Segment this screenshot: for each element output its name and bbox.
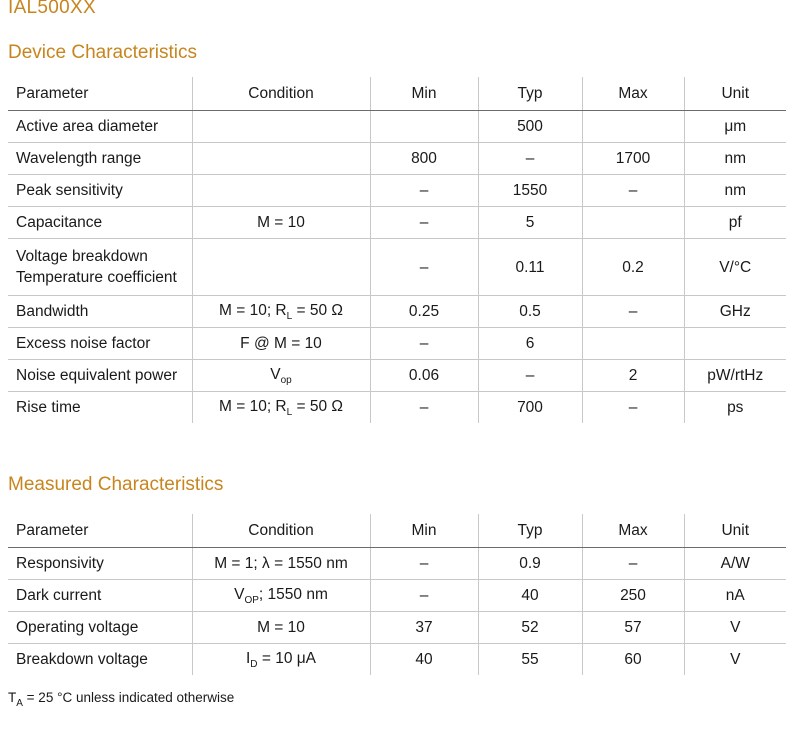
condition-text: M = 10; R <box>219 397 287 415</box>
cell-condition: F @ M = 10 <box>192 328 370 360</box>
cell-max: 0.2 <box>582 239 684 296</box>
cell-unit: pf <box>684 207 786 239</box>
cell-unit <box>684 328 786 360</box>
footnote-text: T <box>8 690 17 705</box>
table-row <box>8 175 786 207</box>
cell-unit: μm <box>684 111 786 143</box>
table-row <box>8 328 786 360</box>
cell-unit: ps <box>684 392 786 424</box>
footnote <box>8 690 234 709</box>
header-unit: Unit <box>684 77 786 111</box>
cell-typ: 0.5 <box>478 296 582 328</box>
cell-typ: 0.9 <box>478 548 582 580</box>
table-row <box>8 111 786 143</box>
cell-unit: nm <box>684 143 786 175</box>
cell-condition: M = 10 <box>192 612 370 644</box>
table-row <box>8 612 786 644</box>
cell-max: 60 <box>582 644 684 676</box>
cell-typ: 52 <box>478 612 582 644</box>
cell-typ: 1550 <box>478 175 582 207</box>
cell-min: 0.06 <box>370 360 478 392</box>
header-condition: Condition <box>192 514 370 548</box>
cell-typ: – <box>478 360 582 392</box>
cell-min: 37 <box>370 612 478 644</box>
cell-min: – <box>370 580 478 612</box>
header-max: Max <box>582 514 684 548</box>
cell-condition <box>192 360 370 392</box>
cell-min: – <box>370 392 478 424</box>
cell-max: – <box>582 392 684 424</box>
condition-subscript: L <box>286 406 293 418</box>
header-typ: Typ <box>478 77 582 111</box>
condition-text: = 10 μA <box>257 649 317 667</box>
cell-unit: nm <box>684 175 786 207</box>
cell-condition <box>192 111 370 143</box>
cell-unit: A/W <box>684 548 786 580</box>
cell-max: – <box>582 296 684 328</box>
condition-text: = 50 Ω <box>292 397 343 415</box>
cell-min: 800 <box>370 143 478 175</box>
cell-max: 57 <box>582 612 684 644</box>
cell-max: 2 <box>582 360 684 392</box>
cell-min: – <box>370 175 478 207</box>
cell-condition <box>192 392 370 424</box>
cell-typ: 500 <box>478 111 582 143</box>
cell-typ: 700 <box>478 392 582 424</box>
cell-parameter: Bandwidth <box>8 296 192 328</box>
cell-parameter: Responsivity <box>8 548 192 580</box>
cell-max <box>582 207 684 239</box>
cell-typ: – <box>478 143 582 175</box>
condition-subscript: L <box>286 310 293 322</box>
cell-condition <box>192 644 370 676</box>
cell-parameter: Breakdown voltage <box>16 650 148 668</box>
header-parameter: Parameter <box>8 514 192 548</box>
cell-typ: 5 <box>478 207 582 239</box>
condition-subscript: op <box>280 374 292 386</box>
cell-min: – <box>370 207 478 239</box>
cell-condition <box>192 296 370 328</box>
header-row <box>8 514 786 548</box>
cell-condition <box>192 239 370 296</box>
cell-max: – <box>582 175 684 207</box>
table-row <box>8 392 786 424</box>
cell-condition <box>192 175 370 207</box>
condition-subscript: OP <box>244 594 259 606</box>
cell-typ: 55 <box>478 644 582 676</box>
param-line-2: Temperature coefficient <box>16 269 177 286</box>
cell-min: 40 <box>370 644 478 676</box>
footnote-text: = 25 °C unless indicated otherwise <box>22 690 235 705</box>
condition-subscript: D <box>250 658 258 670</box>
cell-parameter: Peak sensitivity <box>8 175 192 207</box>
cell-max <box>582 328 684 360</box>
condition-text: ; 1550 nm <box>258 585 328 603</box>
cell-min: 0.25 <box>370 296 478 328</box>
device-characteristics-table <box>8 77 786 423</box>
header-condition: Condition <box>192 77 370 111</box>
cell-min: – <box>370 239 478 296</box>
header-row <box>8 77 786 111</box>
table-row <box>8 548 786 580</box>
table-row <box>8 143 786 175</box>
device-characteristics-title: Device Characteristics <box>8 42 197 63</box>
cell-parameter: Noise equivalent power <box>8 360 192 392</box>
table-row <box>8 580 786 612</box>
cell-min <box>370 111 478 143</box>
header-typ: Typ <box>478 514 582 548</box>
cell-parameter: Active area diameter <box>8 111 192 143</box>
condition-text: V <box>234 585 245 603</box>
cell-parameter: Dark current <box>8 580 192 612</box>
condition-text: M = 10; R <box>219 301 287 319</box>
cell-parameter: Rise time <box>16 398 81 416</box>
table-row <box>8 644 786 676</box>
cell-condition: M = 10 <box>192 207 370 239</box>
cell-unit: pW/rtHz <box>684 360 786 392</box>
table-row <box>8 360 786 392</box>
cell-condition <box>192 143 370 175</box>
header-min: Min <box>370 77 478 111</box>
cell-min: – <box>370 548 478 580</box>
cell-parameter: Operating voltage <box>8 612 192 644</box>
condition-text: V <box>270 365 281 383</box>
header-parameter: Parameter <box>8 77 192 111</box>
measured-characteristics-title: Measured Characteristics <box>8 474 224 495</box>
cell-parameter <box>8 239 192 296</box>
header-unit: Unit <box>684 514 786 548</box>
cell-unit: nA <box>684 580 786 612</box>
cell-parameter: Wavelength range <box>8 143 192 175</box>
cell-min: – <box>370 328 478 360</box>
table-row <box>8 296 786 328</box>
table-row <box>8 239 786 296</box>
header-min: Min <box>370 514 478 548</box>
header-max: Max <box>582 77 684 111</box>
measured-characteristics-table <box>8 514 786 675</box>
table-row <box>8 207 786 239</box>
cell-unit: V <box>684 644 786 676</box>
cell-condition <box>192 580 370 612</box>
condition-text: I <box>245 649 251 667</box>
cell-typ: 40 <box>478 580 582 612</box>
cell-parameter: Excess noise factor <box>8 328 192 360</box>
footnote-subscript: A <box>16 698 23 709</box>
cell-max: 250 <box>582 580 684 612</box>
cell-max: 1700 <box>582 143 684 175</box>
cell-parameter: Capacitance <box>8 207 192 239</box>
cell-max: – <box>582 548 684 580</box>
cell-typ: 6 <box>478 328 582 360</box>
condition-text: = 50 Ω <box>292 301 343 319</box>
cell-max <box>582 111 684 143</box>
cell-unit: V <box>684 612 786 644</box>
param-line-1: Voltage breakdown <box>16 248 148 265</box>
document-title: IAL500XX <box>8 0 96 18</box>
cell-condition: M = 1; λ = 1550 nm <box>192 548 370 580</box>
cell-unit: GHz <box>684 296 786 328</box>
cell-unit: V/°C <box>684 239 786 296</box>
cell-typ: 0.11 <box>478 239 582 296</box>
